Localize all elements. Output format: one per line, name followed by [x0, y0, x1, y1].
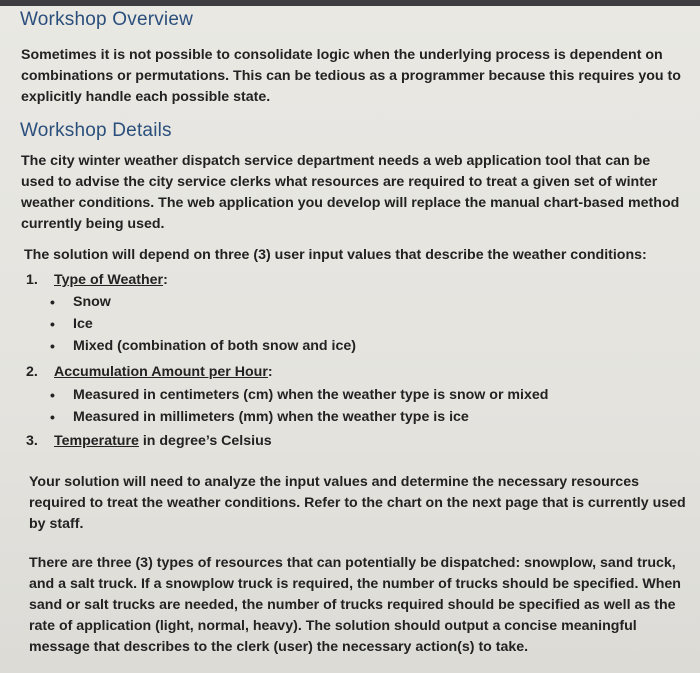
- item-suffix: :: [163, 272, 168, 288]
- overview-paragraph: [21, 45, 681, 108]
- item-label: Type of Weather: [54, 272, 164, 288]
- item-suffix: :: [267, 364, 273, 380]
- details-line: used to advise the city service clerks what resources are required to treat a given set of winter: [21, 174, 658, 190]
- overview-line: explicitly handle each possible state.: [21, 89, 271, 105]
- bullet-text: Ice: [73, 316, 93, 332]
- details-line: weather conditions. The web application you develop will replace the manual chart-based method: [21, 195, 680, 211]
- analysis-line: Your solution will need to analyze the input values and determine the necessary resources: [29, 474, 639, 490]
- bullet-glyph: •: [50, 409, 55, 425]
- overview-heading: Workshop Overview: [20, 9, 194, 30]
- analysis-paragraph: [29, 472, 686, 535]
- item-label: Temperature: [54, 433, 139, 449]
- details-line: The city winter weather dispatch service department needs a web application tool that can be: [21, 153, 651, 169]
- resources-line: and a salt truck. If a snowplow truck is required, the number of trucks should be specified. When: [29, 576, 681, 592]
- details-heading: Workshop Details: [20, 120, 172, 141]
- bullet-glyph: •: [50, 338, 55, 354]
- analysis-line: required to treat the weather conditions. Refer to the chart on the next page that is currently used: [29, 495, 686, 511]
- item-label: Accumulation Amount per Hour: [54, 364, 268, 380]
- inputs-intro: The solution will depend on three (3) user input values that describe the weather conditions:: [24, 247, 647, 263]
- resources-line: rate of application (light, normal, heavy). The solution should output a concise meaningful: [29, 618, 637, 634]
- bullet-text: Measured in millimeters (mm) when the weather type is ice: [73, 409, 469, 425]
- item-number: 1.: [26, 272, 38, 288]
- input-item-temperature: [26, 431, 272, 452]
- analysis-line: by staff.: [29, 516, 84, 532]
- details-paragraph: [21, 151, 679, 235]
- input-item-accumulation: [26, 362, 273, 383]
- resources-paragraph: [29, 553, 681, 658]
- bullet-glyph: •: [50, 387, 55, 403]
- overview-line: combinations or permutations. This can be tedious as a programmer because this requires you to: [21, 68, 681, 84]
- item-number: 2.: [26, 364, 38, 380]
- item-number: 3.: [26, 433, 38, 449]
- resources-line: message that describes to the clerk (user) the necessary action(s) to take.: [29, 639, 529, 655]
- resources-line: sand or salt trucks are needed, the number of trucks required should be specified as well as the: [29, 597, 676, 613]
- resources-line: There are three (3) types of resources that can potentially be dispatched: snowplow, sand truck,: [29, 555, 676, 571]
- bullet-glyph: •: [50, 294, 55, 310]
- bullet-glyph: •: [50, 316, 55, 332]
- bullet-text: Mixed (combination of both snow and ice): [73, 338, 356, 354]
- bullet-text: Measured in centimeters (cm) when the weather type is snow or mixed: [73, 387, 549, 403]
- overview-line: Sometimes it is not possible to consolidate logic when the underlying process is dependent on: [21, 47, 663, 63]
- document-page: [0, 6, 700, 673]
- item-suffix: in degree’s Celsius: [138, 433, 272, 449]
- input-item-weather-type: [26, 270, 168, 291]
- details-line: currently being used.: [21, 216, 165, 232]
- bullet-text: Snow: [73, 294, 111, 310]
